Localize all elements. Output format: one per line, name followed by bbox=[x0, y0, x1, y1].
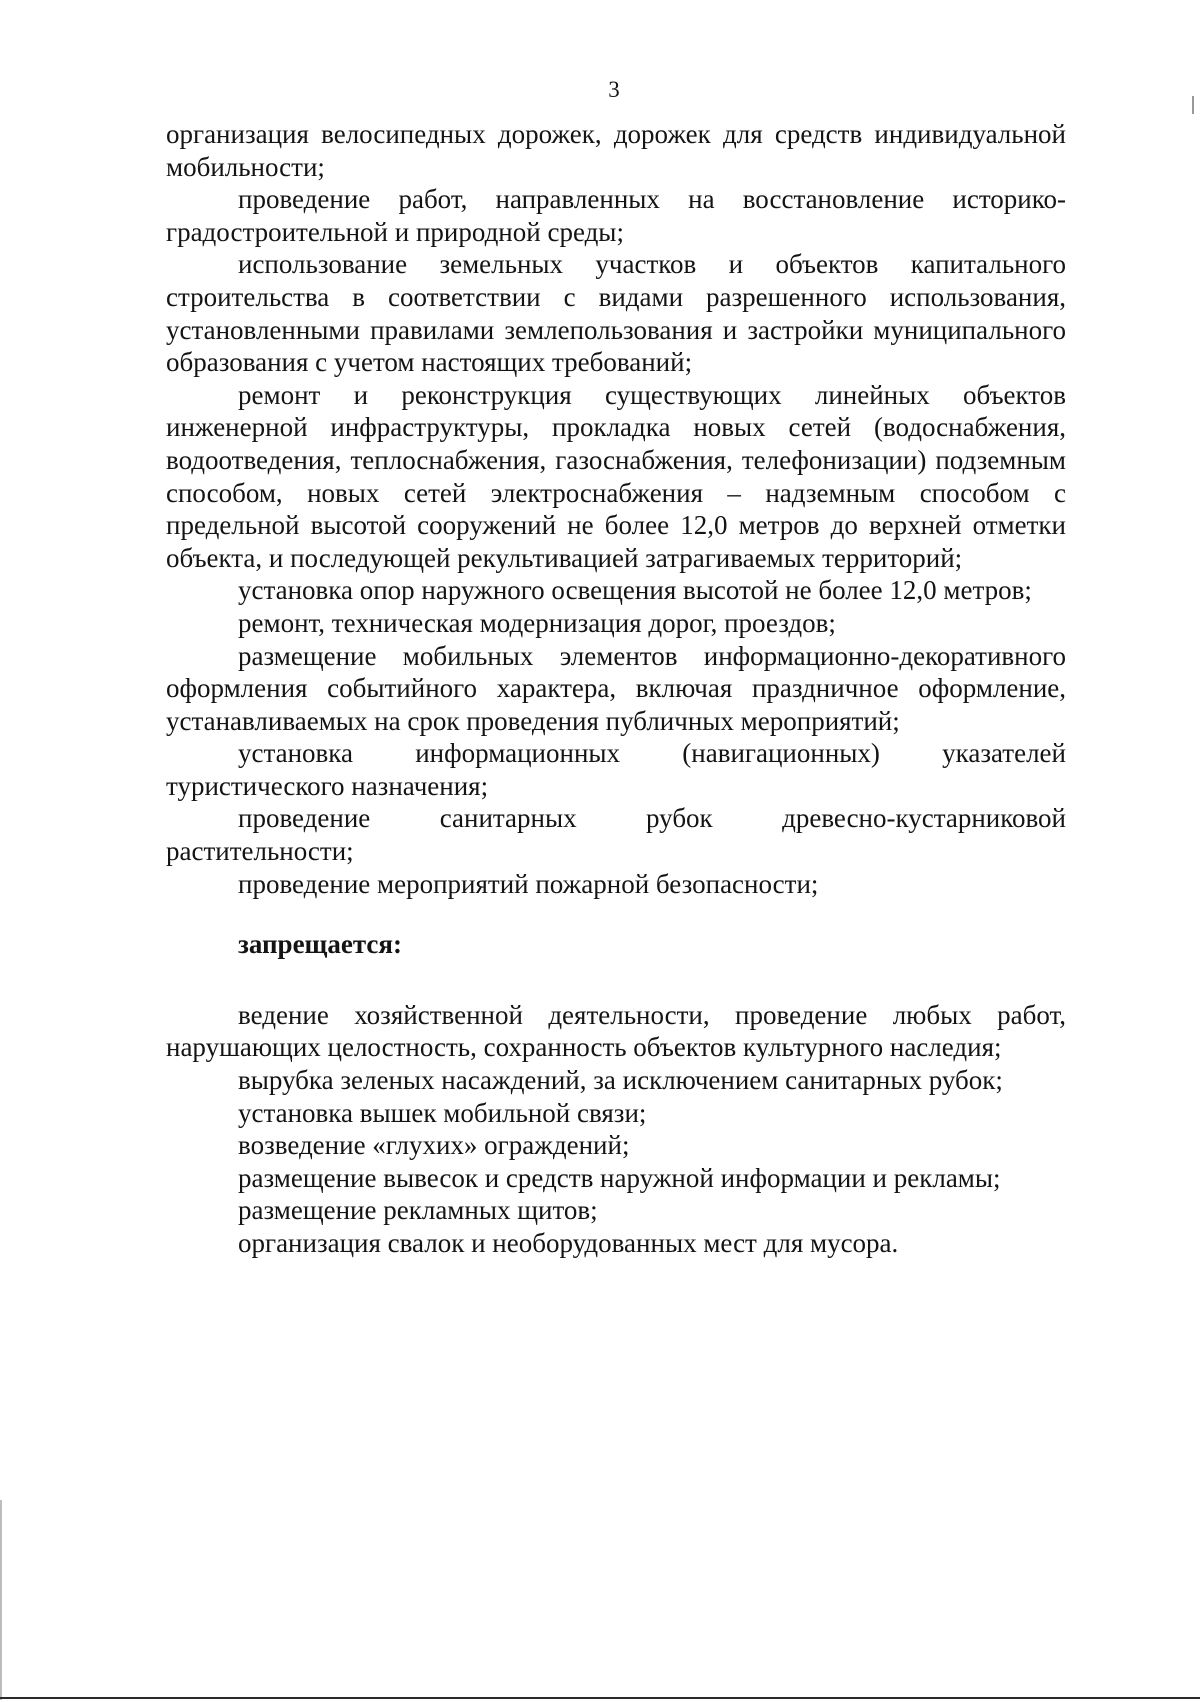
scan-artifact-mark bbox=[1192, 96, 1194, 114]
paragraph-dumps: организация свалок и необорудованных мест для мусора. bbox=[238, 1228, 899, 1258]
paragraph-sanitary-felling: проведение санитарных рубок древесно-кустарниковой растительности; bbox=[166, 803, 1066, 867]
scan-artifact-line bbox=[0, 1697, 1200, 1699]
paragraph-restoration-works: проведение работ, направленных на восстановление историко-градостроительной и природной среды; bbox=[166, 184, 1066, 247]
paragraph-bicycle-paths: организация велосипедных дорожек, дорожек для средств индивидуальной мобильности; bbox=[166, 119, 1066, 182]
paragraph-cell-towers: установка вышек мобильной связи; bbox=[238, 1097, 647, 1128]
paragraph-road-repair: ремонт, техническая модернизация дорог, проездов; bbox=[238, 607, 836, 638]
paragraph-solid-fences: возведение «глухих» ограждений; bbox=[238, 1130, 630, 1161]
paragraph-lighting-poles: установка опор наружного освещения высотой не более 12,0 метров; bbox=[238, 575, 1032, 606]
paragraph-land-use: использование земельных участков и объектов капитального строительства в соответствии с видами разрешенного использования, установленными правилами землепользования и застройки муниципального образования с учетом настоящих требований; bbox=[166, 249, 1066, 378]
paragraph-billboards: размещение рекламных щитов; bbox=[238, 1195, 598, 1226]
paragraph-decorative-elements: размещение мобильных элементов информационно-декоративного оформления событийного характера, включая праздничное оформление, устанавливаемых на срок проведения публичных мероприятий; bbox=[166, 640, 1066, 736]
paragraph-fire-safety: проведение мероприятий пожарной безопасности; bbox=[238, 868, 819, 899]
paragraph-engineering-networks: ремонт и реконструкция существующих линейных объектов инженерной инфраструктуры, прокладка новых сетей (водоснабжения, водоотведения, теплоснабжения, газоснабжения, телефонизации) подземным способом, новых сетей электроснабжения – надземным способом с предельной высотой сооружений не более 12,0 метров до верхней отметки объекта, и последующей рекультивацией затрагиваемых территорий; bbox=[166, 379, 1066, 573]
paragraph-signage: размещение вывесок и средств наружной информации и рекламы; bbox=[238, 1162, 1001, 1193]
scan-artifact-edge bbox=[0, 1500, 2, 1700]
page-number: 3 bbox=[608, 77, 620, 102]
paragraph-tree-cutting: вырубка зеленых насаждений, за исключением санитарных рубок; bbox=[238, 1065, 1003, 1096]
paragraph-tourist-signs: установка информационных (навигационных) указателей туристического назначения; bbox=[166, 738, 1066, 801]
spacer bbox=[166, 961, 1066, 999]
document-body bbox=[166, 118, 1066, 1260]
paragraph-economic-activity: ведение хозяйственной деятельности, проведение любых работ, нарушающих целостность, сохранность объектов культурного наследия; bbox=[166, 999, 1066, 1063]
prohibited-heading: запрещается: bbox=[238, 929, 403, 960]
